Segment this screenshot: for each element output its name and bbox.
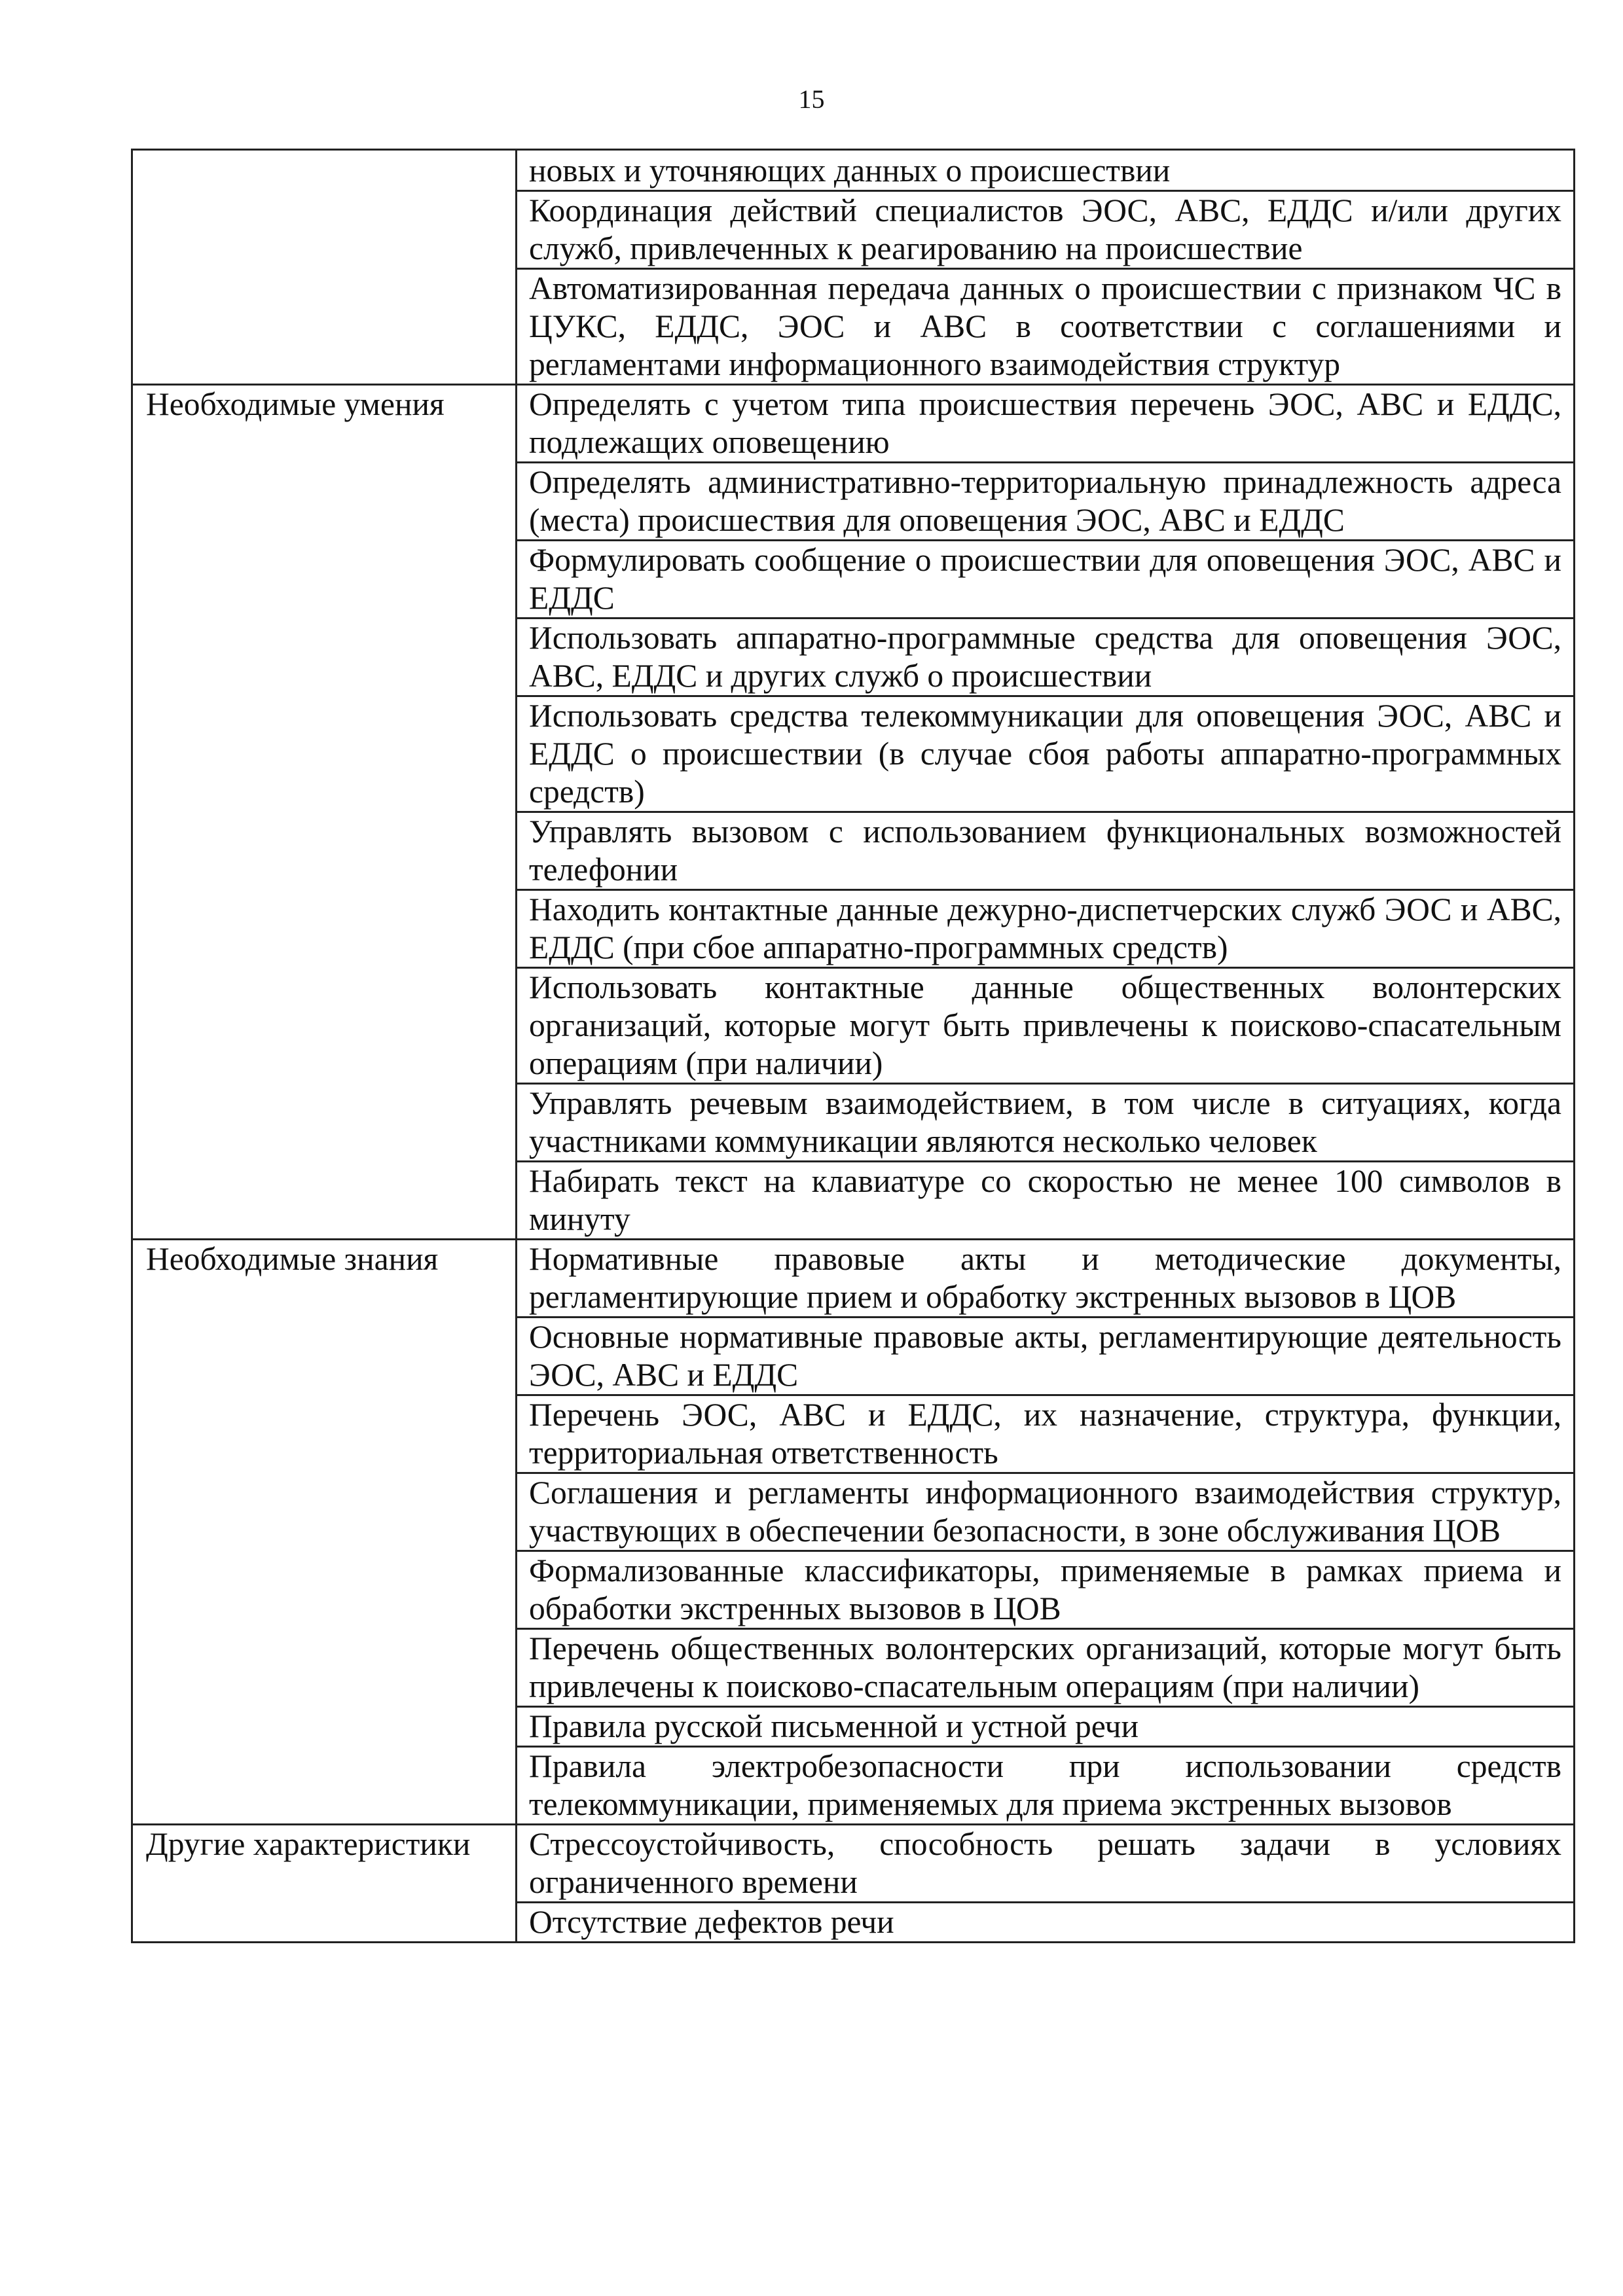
- row-text: Управлять речевым взаимодействием, в том числе в ситуациях, когда участниками коммуникации являются несколько человек: [517, 1084, 1575, 1162]
- group-label-continued: [132, 541, 517, 619]
- table-row: [132, 812, 1575, 890]
- row-text: Управлять вызовом с использованием функциональных возможностей телефонии: [517, 812, 1575, 890]
- row-text: Использовать контактные данные общественных волонтерских организаций, которые могут быть привлечены к поисково-спасательным операциям (при наличии): [517, 968, 1575, 1084]
- row-text: Использовать аппаратно-программные средства для оповещения ЭОС, АВС, ЕДДС и других служб о происшествии: [517, 619, 1575, 696]
- table-row: [132, 696, 1575, 812]
- table-row: [132, 890, 1575, 968]
- row-text: Правила русской письменной и устной речи: [517, 1707, 1575, 1747]
- row-text: Нормативные правовые акты и методические документы, регламентирующие прием и обработку экстренных вызовов в ЦОВ: [517, 1240, 1575, 1318]
- row-text: новых и уточняющих данных о происшествии: [517, 150, 1575, 191]
- table-row: [132, 1395, 1575, 1473]
- row-text: Соглашения и регламенты информационного взаимодействия структур, участвующих в обеспечении безопасности, в зоне обслуживания ЦОВ: [517, 1473, 1575, 1551]
- row-text: Основные нормативные правовые акты, регламентирующие деятельность ЭОС, АВС и ЕДДС: [517, 1318, 1575, 1395]
- group-label-continued: [132, 890, 517, 968]
- row-text: Правила электробезопасности при использовании средств телекоммуникации, применяемых для приема экстренных вызовов: [517, 1747, 1575, 1825]
- row-text: Формулировать сообщение о происшествии для оповещения ЭОС, АВС и ЕДДС: [517, 541, 1575, 619]
- group-label-continued: [132, 1551, 517, 1629]
- group-label: [132, 150, 517, 191]
- group-label-continued: [132, 463, 517, 541]
- group-label-continued: [132, 1903, 517, 1943]
- table-row: [132, 1162, 1575, 1240]
- row-text: Набирать текст на клавиатуре со скоростью не менее 100 символов в минуту: [517, 1162, 1575, 1240]
- page-number: 15: [798, 84, 825, 114]
- group-label-continued: [132, 696, 517, 812]
- table-row: [132, 191, 1575, 269]
- row-text: Находить контактные данные дежурно-диспетчерских служб ЭОС и АВС, ЕДДС (при сбое аппаратно-программных средств): [517, 890, 1575, 968]
- row-text: Перечень ЭОС, АВС и ЕДДС, их назначение, структура, функции, территориальная ответственность: [517, 1395, 1575, 1473]
- table-row: [132, 1551, 1575, 1629]
- group-label-continued: [132, 1629, 517, 1707]
- group-label-continued: [132, 1318, 517, 1395]
- row-text: Определять с учетом типа происшествия перечень ЭОС, АВС и ЕДДС, подлежащих оповещению: [517, 385, 1575, 463]
- table-row: [132, 269, 1575, 385]
- table-row: [132, 150, 1575, 191]
- group-label-continued: [132, 1473, 517, 1551]
- group-label-continued: [132, 1707, 517, 1747]
- qualification-table: [131, 149, 1575, 1943]
- table-row: [132, 1825, 1575, 1903]
- group-label-continued: [132, 619, 517, 696]
- group-label: Другие характеристики: [132, 1825, 517, 1903]
- table-row: [132, 619, 1575, 696]
- table-row: [132, 463, 1575, 541]
- table-row: [132, 1318, 1575, 1395]
- table-row: [132, 385, 1575, 463]
- group-label-continued: [132, 1747, 517, 1825]
- table-row: [132, 541, 1575, 619]
- row-text: Использовать средства телекоммуникации для оповещения ЭОС, АВС и ЕДДС о происшествии (в случае сбоя работы аппаратно-программных средств): [517, 696, 1575, 812]
- row-text: Координация действий специалистов ЭОС, АВС, ЕДДС и/или других служб, привлеченных к реагированию на происшествие: [517, 191, 1575, 269]
- table-row: [132, 1629, 1575, 1707]
- row-text: Формализованные классификаторы, применяемые в рамках приема и обработки экстренных вызовов в ЦОВ: [517, 1551, 1575, 1629]
- group-label-continued: [132, 1084, 517, 1162]
- row-text: Автоматизированная передача данных о происшествии с признаком ЧС в ЦУКС, ЕДДС, ЭОС и АВС в соответствии с соглашениями и регламентами информационного взаимодействия структур: [517, 269, 1575, 385]
- row-text: Перечень общественных волонтерских организаций, которые могут быть привлечены к поисково-спасательным операциям (при наличии): [517, 1629, 1575, 1707]
- group-label-continued: [132, 191, 517, 269]
- table-row: [132, 1707, 1575, 1747]
- table-row: [132, 1240, 1575, 1318]
- row-text: Отсутствие дефектов речи: [517, 1903, 1575, 1943]
- group-label-continued: [132, 812, 517, 890]
- group-label-continued: [132, 1395, 517, 1473]
- table-row: [132, 1473, 1575, 1551]
- table-row: [132, 1903, 1575, 1943]
- table-row: [132, 968, 1575, 1084]
- row-text: Стрессоустойчивость, способность решать задачи в условиях ограниченного времени: [517, 1825, 1575, 1903]
- group-label-continued: [132, 269, 517, 385]
- row-text: Определять административно-территориальную принадлежность адреса (места) происшествия для оповещения ЭОС, АВС и ЕДДС: [517, 463, 1575, 541]
- table-body: [132, 150, 1575, 1943]
- group-label: Необходимые знания: [132, 1240, 517, 1318]
- group-label: Необходимые умения: [132, 385, 517, 463]
- group-label-continued: [132, 968, 517, 1084]
- table-row: [132, 1747, 1575, 1825]
- group-label-continued: [132, 1162, 517, 1240]
- table-row: [132, 1084, 1575, 1162]
